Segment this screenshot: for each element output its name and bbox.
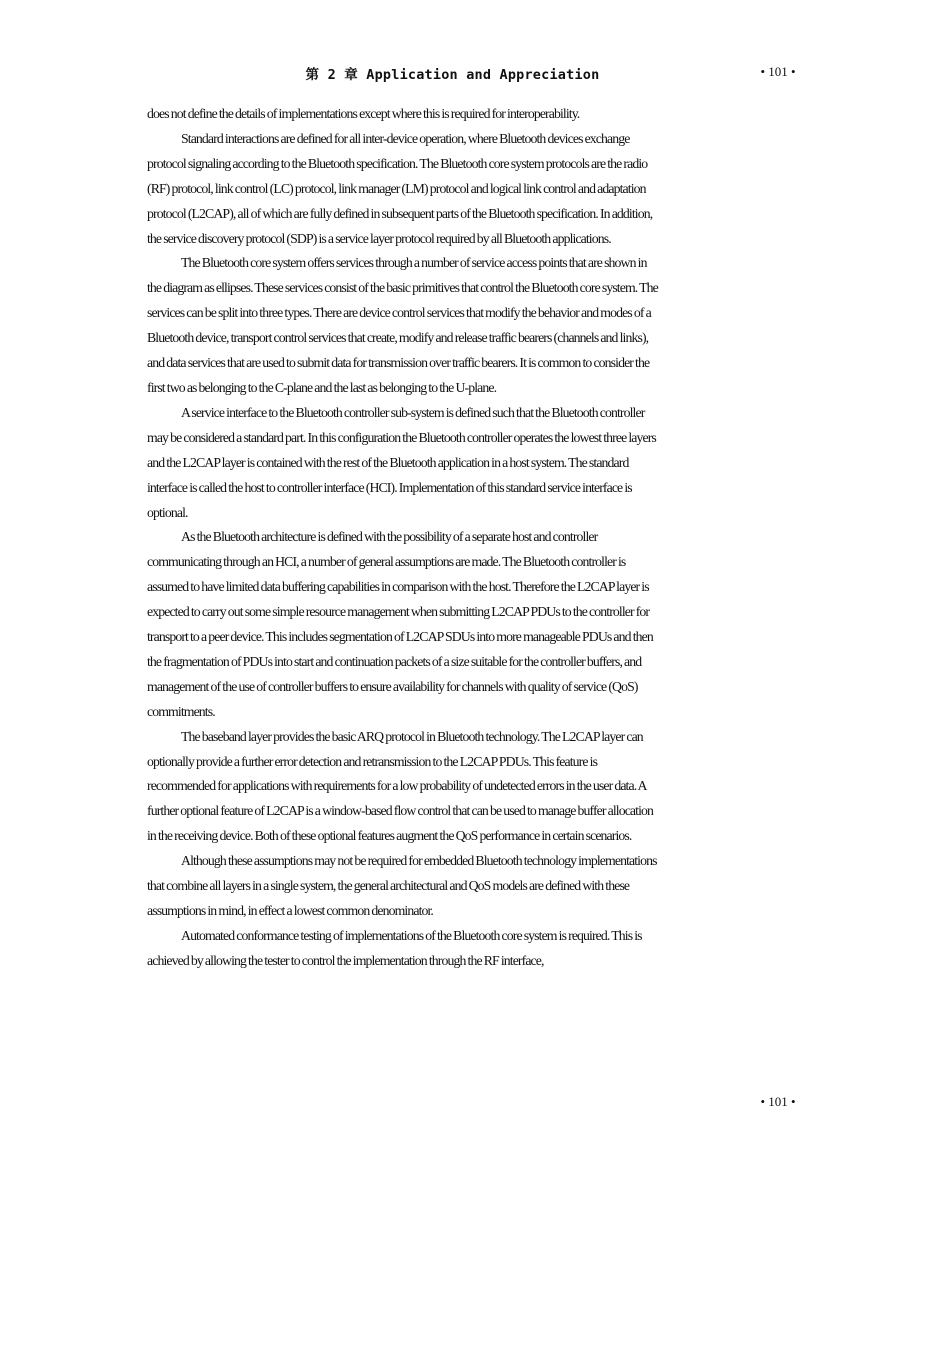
paragraph: The baseband layer provides the basic ARQ protocol in Bluetooth technology. The L2CAP layer can optionally provide a further error detection and retransmission to the L2CAP PDUs. This feature is recommended for applications with requirements for a low probability of undetected errors in the user data. A further optional feature of L2CAP is a window-based flow control that can be used to manage buffer allocation in the receiving device. Both of these optional features augment the QoS performance in certain scenarios. <box>147 728 654 844</box>
paragraph-continuation: does not define the details of implementations except where this is required for interoperability. <box>147 106 580 121</box>
paragraph: As the Bluetooth architecture is defined with the possibility of a separate host and controller communicating through an HCI, a number of general assumptions are made. The Bluetooth controller is assumed to have limited data buffering capabilities in comparison with the host. Therefore the L2CAP layer is expected to carry out some simple resource management when submitting L2CAP PDUs to the controller for transport to a peer device. This includes segmentation of L2CAP SDUs into more manageable PDUs and then the fragmentation of PDUs into start and continuation packets of a size suitable for the controller buffers, and management of the use of controller buffers to ensure availability for channels with quality of service (QoS) commitments. <box>147 529 653 719</box>
paragraph: Although these assumptions may not be required for embedded Bluetooth technology implementations that combine all layers in a single system, the general architectural and QoS models are defined with these assumptions in mind, in effect a lowest common denominator. <box>147 853 657 918</box>
page-number-bottom: • 101 • <box>760 1094 796 1109</box>
paragraph: Automated conformance testing of implementations of the Bluetooth core system is required. This is achieved by allowing the tester to control the implementation through the RF interface, <box>147 927 642 968</box>
running-header-title: 第 2 章 Application and Appreciation <box>305 67 600 83</box>
paragraph: A service interface to the Bluetooth controller sub-system is defined such that the Bluetooth controller may be considered a standard part. In this configuration the Bluetooth controller operates the lowest three layers and the L2CAP layer is contained with the rest of the Bluetooth application in a host system. The standard interface is called the host to controller interface (HCI). Implementation of this standard service interface is optional. <box>147 404 656 520</box>
paragraph: Standard interactions are defined for all inter-device operation, where Bluetooth devices exchange protocol signaling according to the Bluetooth specification. The Bluetooth core system protocols are the radio (RF) protocol, link control (LC) protocol, link manager (LM) protocol and logical link control and adaptation protocol (L2CAP), all of which are fully defined in subsequent parts of the Bluetooth specification. In addition, the service discovery protocol (SDP) is a service layer protocol required by all Bluetooth applications. <box>147 130 653 246</box>
body-text <box>147 102 659 974</box>
paragraph: The Bluetooth core system offers services through a number of service access points that are shown in the diagram as ellipses. These services consist of the basic primitives that control the Bluetooth core system. The services can be split into three types. There are device control services that modify the behavior and modes of a Bluetooth device, transport control services that create, modify and release traffic bearers (channels and links), and data services that are used to submit data for transmission over traffic bearers. It is common to consider the first two as belonging to the C-plane and the last as belonging to the U-plane. <box>147 255 658 395</box>
page-number-top: • 101 • <box>760 64 796 79</box>
